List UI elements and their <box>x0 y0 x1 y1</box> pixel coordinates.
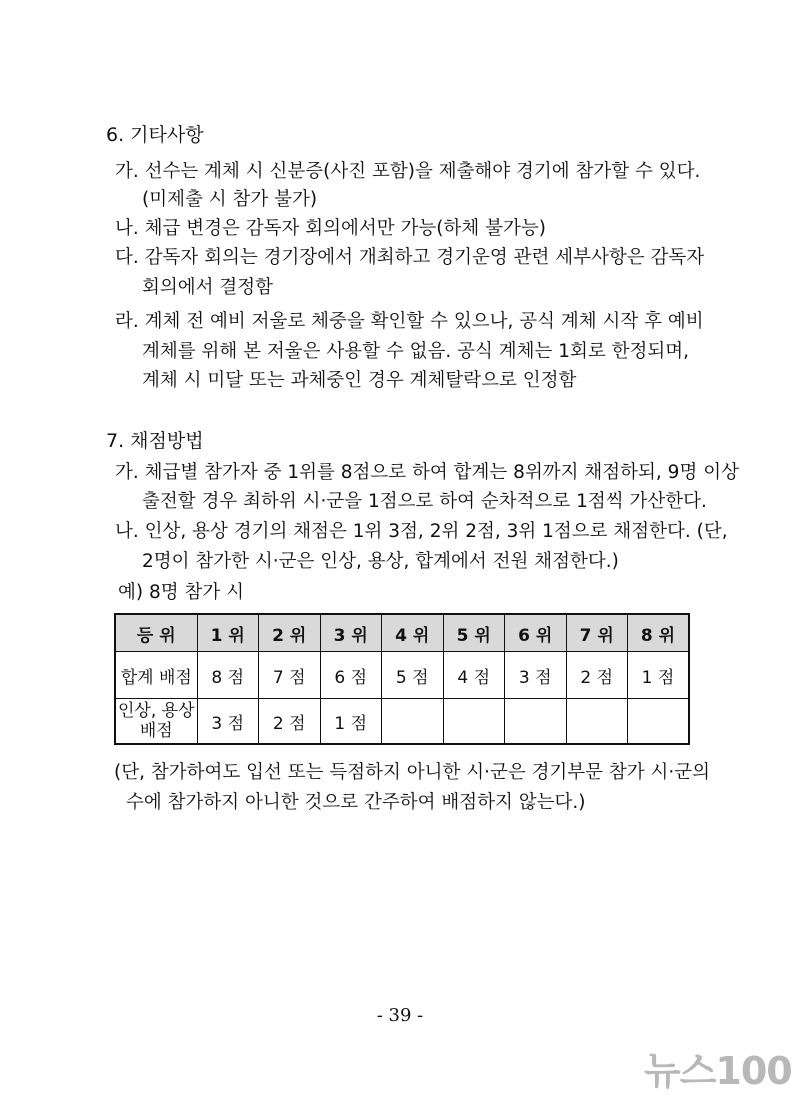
item-text: 선수는 계체 시 신분증(사진 포함)을 제출해야 경기에 참가할 수 있다. <box>144 161 701 182</box>
item-7-ga <box>115 460 739 486</box>
header-cell: 등 위 <box>115 614 197 652</box>
header-cell: 4 위 <box>382 614 444 652</box>
note-line-2: 수에 참가하지 아니한 것으로 간주하여 배점하지 않는다.) <box>126 792 586 813</box>
item-marker: 가. <box>115 462 139 483</box>
item-6-ga <box>115 159 700 185</box>
table-cell: 8 점 <box>197 652 259 699</box>
header-cell: 7 위 <box>566 614 628 652</box>
item-text: 계체 전 예비 저울로 체중을 확인할 수 있으나, 공식 계체 시작 후 예비 <box>144 311 704 332</box>
section-7-title: 7. 채점방법 <box>106 430 204 452</box>
table-row <box>115 699 689 745</box>
item-marker: 가. <box>115 161 139 182</box>
table-cell <box>566 699 628 745</box>
item-6-na <box>115 216 546 242</box>
item-7-ga-cont: 출전할 경우 최하위 시·군을 1점으로 하여 순차적으로 1점씩 가산한다. <box>142 491 707 512</box>
item-6-ra <box>115 309 704 335</box>
item-6-da-cont: 회의에서 결정함 <box>142 277 273 298</box>
section-6-title: 6. 기타사항 <box>106 124 204 146</box>
news100-logo: 뉴스100 <box>644 1049 792 1093</box>
table-cell: 4 점 <box>443 652 505 699</box>
item-marker: 나. <box>115 521 139 542</box>
item-text: 체급별 참가자 중 1위를 8점으로 하여 합계는 8위까지 채점하되, 9명 이상 <box>144 462 739 483</box>
table-cell <box>443 699 505 745</box>
header-cell: 1 위 <box>197 614 259 652</box>
page-number: - 39 - <box>376 1005 424 1026</box>
table-cell <box>382 699 444 745</box>
note-line-1: (단, 참가하여도 입선 또는 득점하지 아니한 시·군은 경기부문 참가 시·군의 <box>114 762 711 783</box>
header-cell: 2 위 <box>259 614 321 652</box>
table-cell: 1 점 <box>320 699 382 745</box>
header-cell: 5 위 <box>443 614 505 652</box>
table-row <box>115 652 689 699</box>
row-label <box>115 699 197 745</box>
row-label-line: 인상, 용상 <box>118 701 195 721</box>
item-text: 인상, 용상 경기의 채점은 1위 3점, 2위 2점, 3위 1점으로 채점한다. (단, <box>144 521 728 542</box>
table-cell: 2 점 <box>566 652 628 699</box>
item-6-ra-cont1: 계체를 위해 본 저울은 사용할 수 없음. 공식 계체는 1회로 한정되며, <box>142 341 689 362</box>
table-cell <box>505 699 567 745</box>
item-7-na-cont: 2명이 참가한 시·군은 인상, 용상, 합계에서 전원 채점한다.) <box>142 551 619 572</box>
table-cell: 3 점 <box>197 699 259 745</box>
table-cell: 7 점 <box>259 652 321 699</box>
item-marker: 다. <box>115 247 139 268</box>
header-cell: 8 위 <box>628 614 690 652</box>
item-text: 감독자 회의는 경기장에서 개최하고 경기운영 관련 세부사항은 감독자 <box>144 247 705 268</box>
item-6-ga-cont: (미제출 시 참가 불가) <box>142 189 318 210</box>
table-cell: 1 점 <box>628 652 690 699</box>
item-marker: 라. <box>115 311 139 332</box>
header-cell: 6 위 <box>505 614 567 652</box>
table-cell: 6 점 <box>320 652 382 699</box>
item-7-na <box>115 519 728 545</box>
item-text: 체급 변경은 감독자 회의에서만 가능(하체 불가능) <box>144 218 546 239</box>
scoring-table <box>114 613 690 745</box>
row-label-line: 배점 <box>139 721 173 741</box>
row-label: 합계 배점 <box>115 652 197 699</box>
table-cell: 2 점 <box>259 699 321 745</box>
table-header-row <box>115 614 689 652</box>
item-6-da <box>115 245 704 271</box>
table-cell: 5 점 <box>382 652 444 699</box>
header-cell: 3 위 <box>320 614 382 652</box>
item-6-ra-cont2: 계체 시 미달 또는 과체중인 경우 계체탈락으로 인정함 <box>142 370 577 391</box>
item-marker: 나. <box>115 218 139 239</box>
table-cell: 3 점 <box>505 652 567 699</box>
table-cell <box>628 699 690 745</box>
example-label: 예) 8명 참가 시 <box>118 582 244 603</box>
